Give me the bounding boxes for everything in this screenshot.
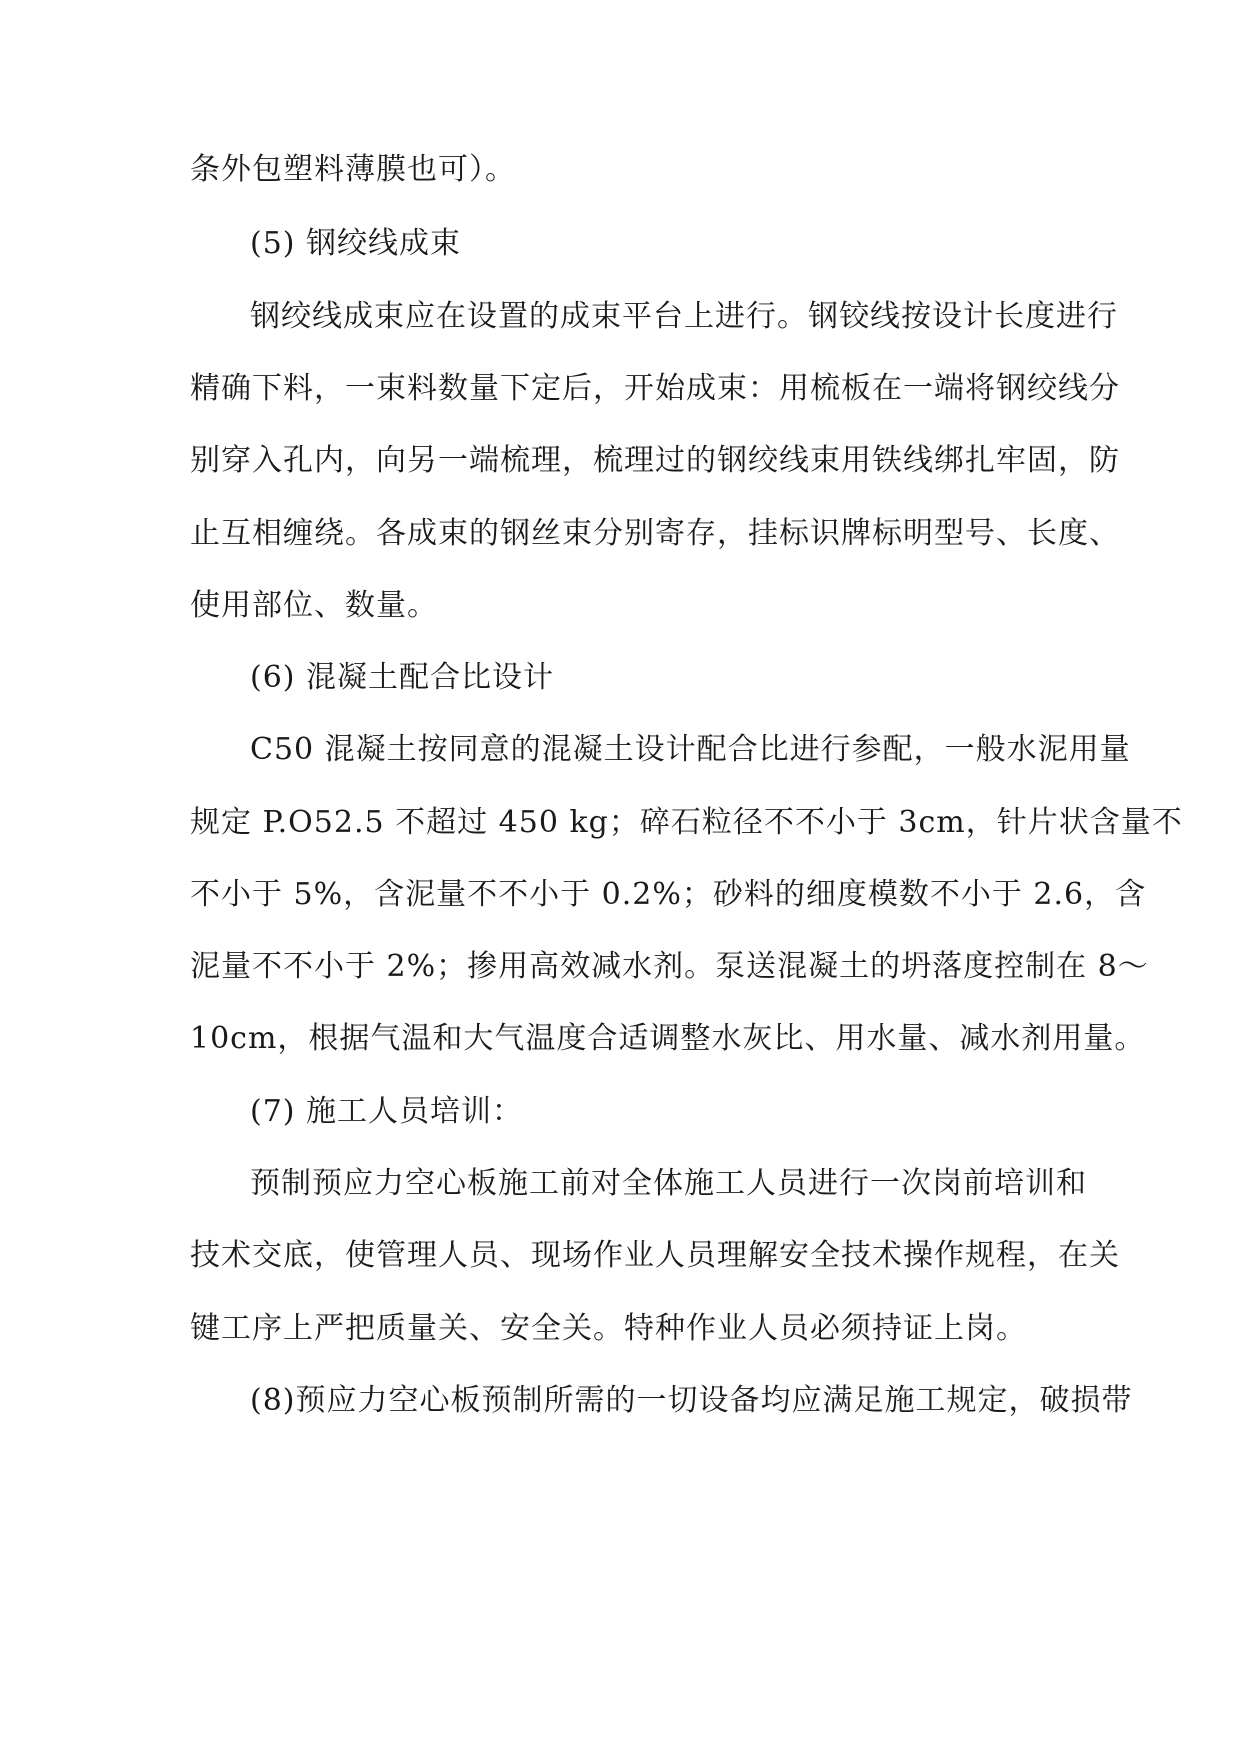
text-line-10: 规定 P.O52.5 不超过 450 kg；碎石粒径不不小于 3cm，针片状含量不: [190, 805, 1183, 840]
text-line-11: 不小于 5%，含泥量不不小于 0.2%；砂料的细度模数不小于 2.6，含: [190, 877, 1147, 912]
text-line-3: 钢绞线成束应在设置的成束平台上进行。钢铰线按设计长度进行: [250, 299, 1118, 334]
text-line-17: 键工序上严把质量关、安全关。特种作业人员必须持证上岗。: [190, 1311, 1027, 1346]
text-line-5: 别穿入孔内，向另一端梳理，梳理过的钢绞线束用铁线绑扎牢固，防: [190, 443, 1120, 478]
text-line-18: (8)预应力空心板预制所需的一切设备均应满足施工规定，破损带: [250, 1383, 1133, 1418]
text-line-7: 使用部位、数量。: [190, 588, 438, 623]
section-heading-5: (5) 钢绞线成束: [250, 226, 462, 261]
text-line-16: 技术交底，使管理人员、现场作业人员理解安全技术操作规程，在关: [190, 1238, 1120, 1273]
text-line-15: 预制预应力空心板施工前对全体施工人员进行一次岗前培训和: [250, 1166, 1087, 1201]
text-line-13: 10cm，根据气温和大气温度合适调整水灰比、用水量、减水剂用量。: [190, 1021, 1146, 1056]
text-line-1: 条外包塑料薄膜也可）。: [190, 152, 516, 187]
text-line-9: C50 混凝土按同意的混凝土设计配合比进行参配，一般水泥用量: [250, 732, 1131, 767]
section-heading-6: (6) 混凝土配合比设计: [250, 660, 555, 695]
text-line-6: 止互相缠绕。各成束的钢丝束分别寄存，挂标识牌标明型号、长度、: [190, 516, 1120, 551]
section-heading-7: (7) 施工人员培训：: [250, 1094, 524, 1129]
text-line-12: 泥量不不小于 2%；掺用高效减水剂。泵送混凝土的坍落度控制在 8～: [190, 949, 1149, 984]
text-line-4: 精确下料，一束料数量下定后，开始成束：用梳板在一端将钢绞线分: [190, 371, 1120, 406]
